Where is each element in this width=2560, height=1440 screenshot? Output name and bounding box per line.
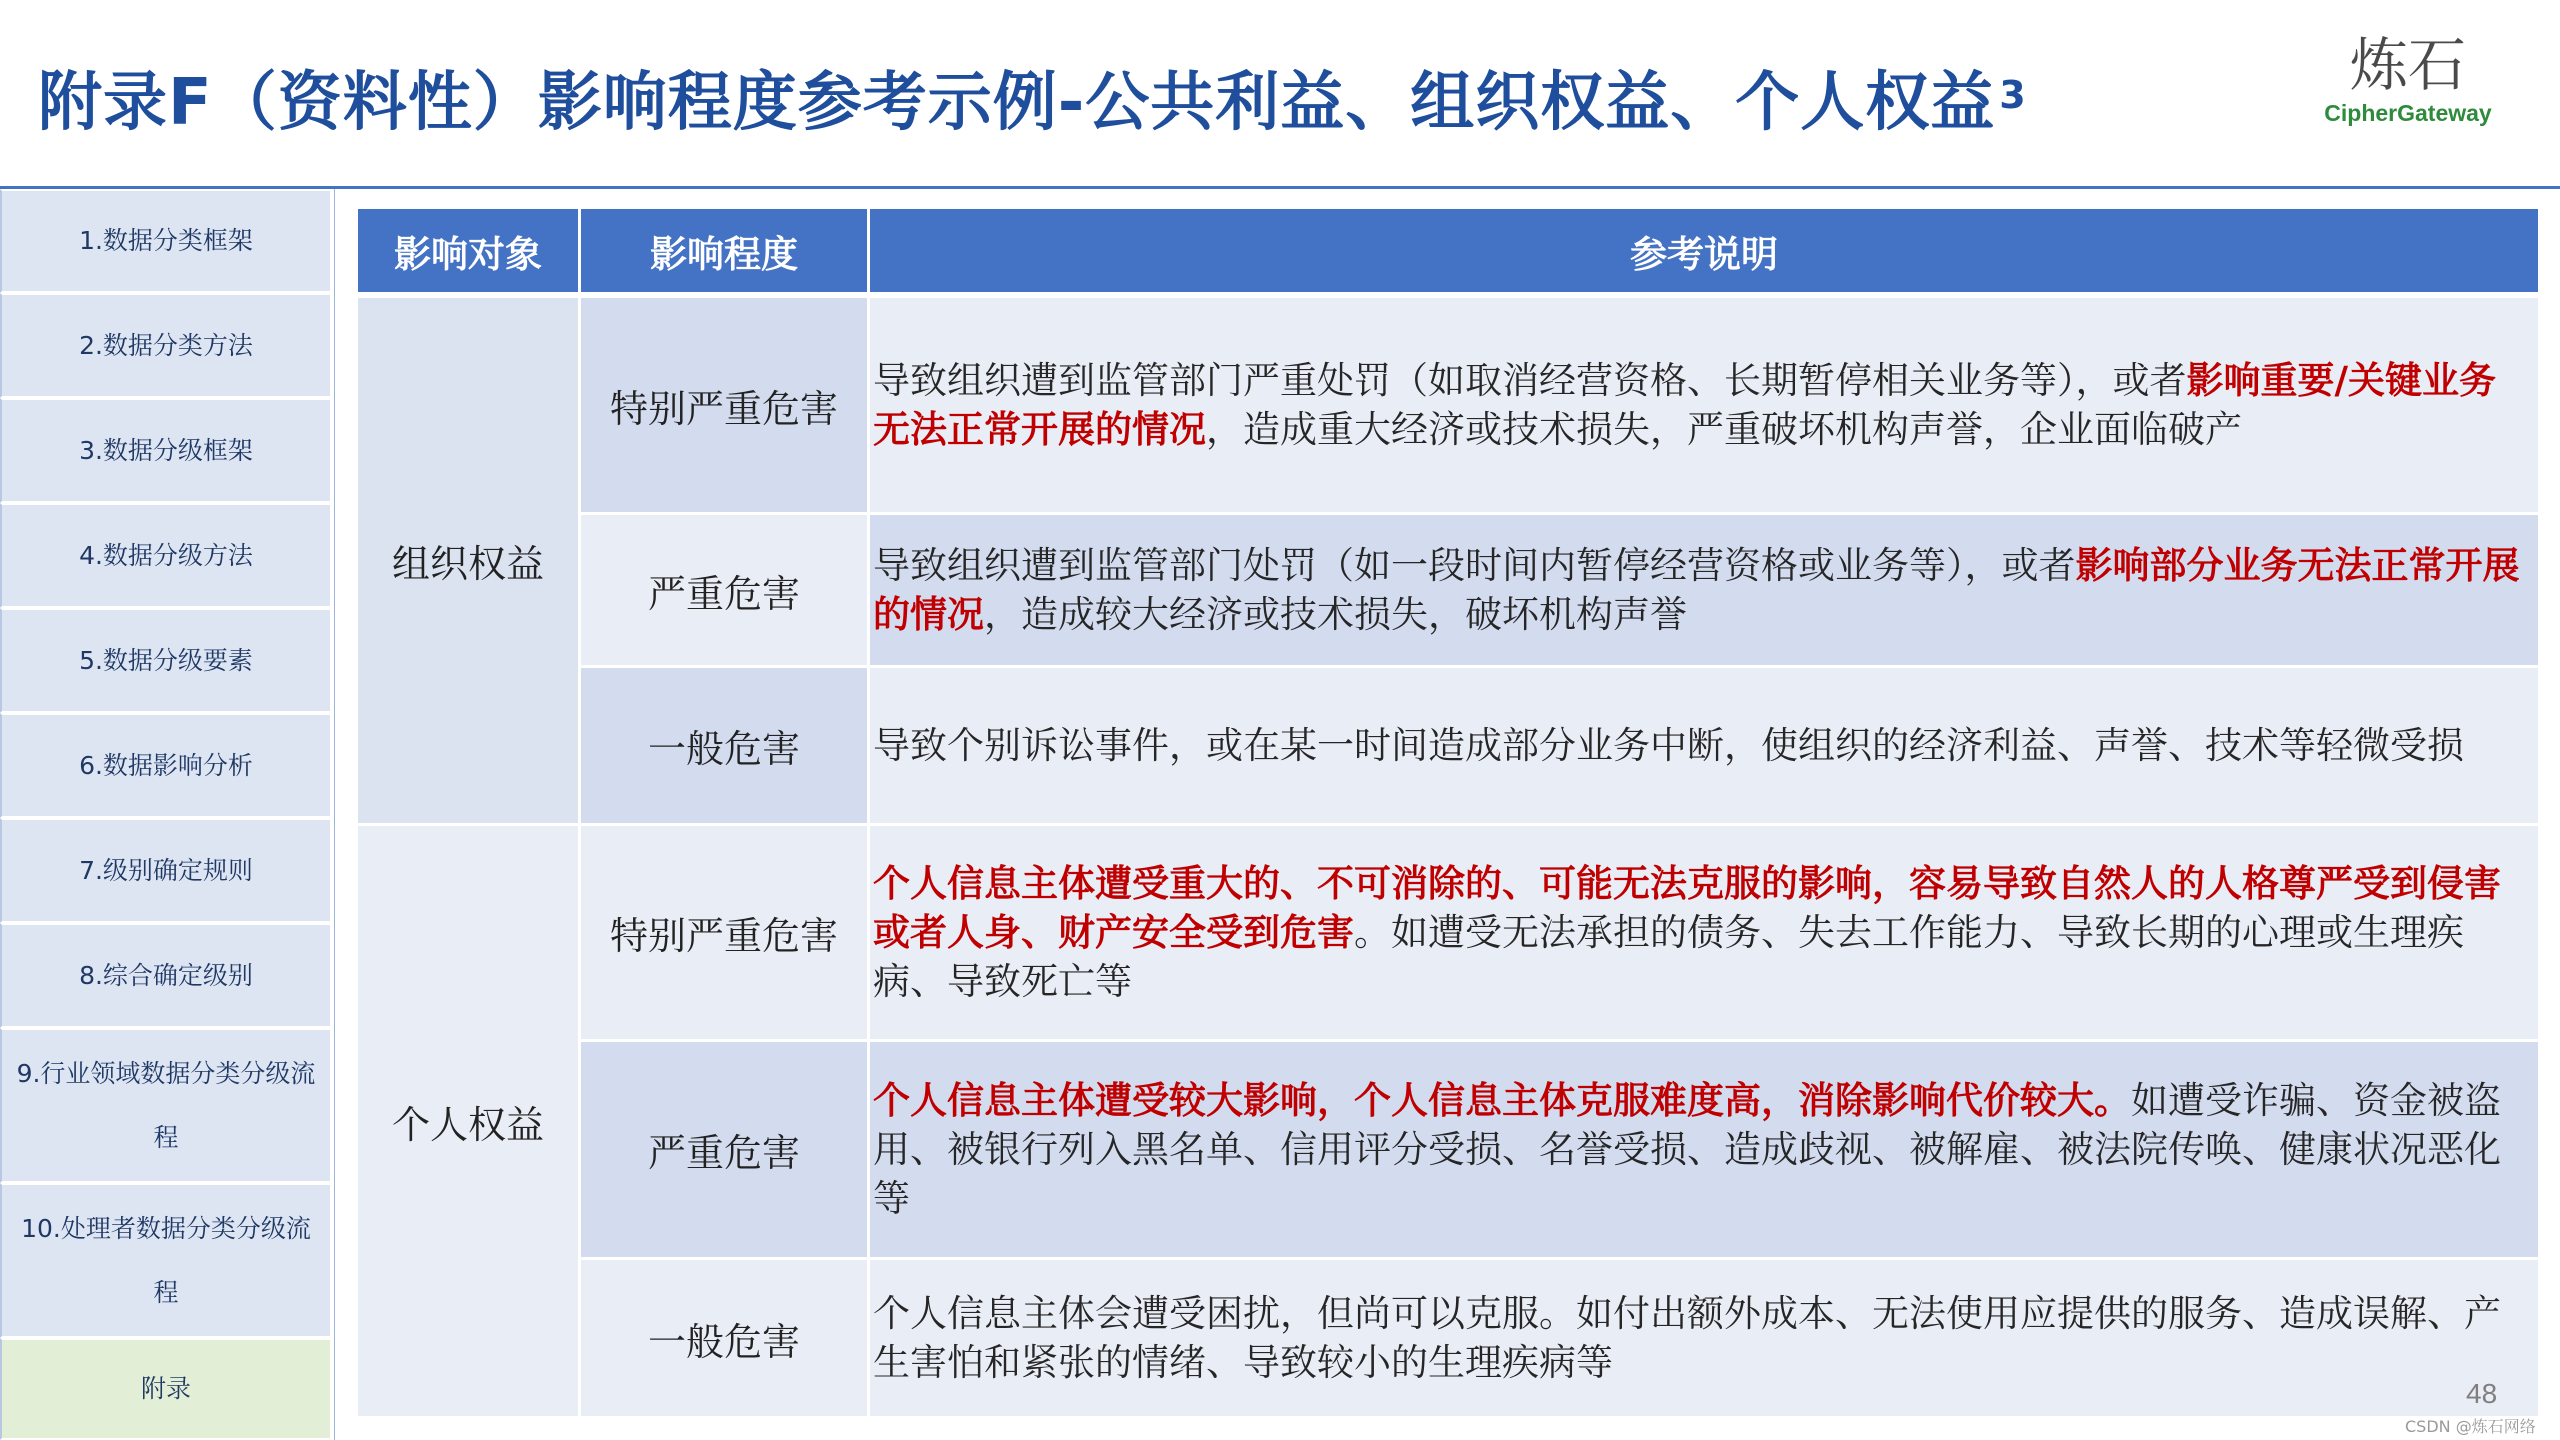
description-highlight: 个人信息主体遭受重大的、不可消除的、可能无法克服的影响，容易导致自然人的人格尊严受到侵害或者人身、财产安全受到危害 xyxy=(873,862,2501,954)
column-header-object: 影响对象 xyxy=(358,209,578,292)
sidebar-item-8[interactable] xyxy=(0,923,332,1028)
description-cell xyxy=(870,1260,2538,1416)
impact-degree-cell: 特别严重危害 xyxy=(581,298,867,512)
impact-degree-cell: 特别严重危害 xyxy=(581,826,867,1039)
description-text xyxy=(873,356,2532,454)
page-title xyxy=(38,48,2027,158)
impact-object-cell: 个人权益 xyxy=(358,826,578,1416)
sidebar-item-label: 4.数据分级方法 xyxy=(79,540,253,570)
page-number: 48 xyxy=(2466,1378,2498,1409)
description-text xyxy=(873,721,2532,770)
description-cell xyxy=(870,298,2538,512)
sidebar-item-5[interactable] xyxy=(0,608,332,713)
sidebar-item-9[interactable] xyxy=(0,1028,332,1183)
description-cell xyxy=(870,1042,2538,1257)
watermark: CSDN @炼石网络 xyxy=(2405,1417,2536,1436)
sidebar-item-2[interactable] xyxy=(0,293,332,398)
description-text xyxy=(873,1289,2532,1387)
description-cell xyxy=(870,668,2538,823)
description-plain: 个人信息主体会遭受困扰，但尚可以克服。如付出额外成本、无法使用应提供的服务、造成误解、产生害怕和紧张的情绪、导致较小的生理疾病等 xyxy=(873,1292,2501,1384)
impact-degree-cell: 一般危害 xyxy=(581,668,867,823)
sidebar-item-10[interactable] xyxy=(0,1183,332,1338)
sidebar-nav xyxy=(0,189,335,1440)
impact-object-cell: 组织权益 xyxy=(358,298,578,823)
description-highlight: 影响部分业务无法正常开展的情况 xyxy=(873,544,2520,636)
description-text xyxy=(873,541,2532,639)
description-plain: 导致组织遭到监管部门处罚（如一段时间内暂停经营资格或业务等），或者 xyxy=(873,544,2076,587)
sidebar-item-label: 2.数据分类方法 xyxy=(79,330,253,360)
header-divider xyxy=(0,186,2560,189)
description-text xyxy=(873,1076,2532,1223)
title-footnote: 3 xyxy=(1999,73,2027,117)
logo-mark: 炼石 xyxy=(2349,31,2466,99)
slide-header xyxy=(0,0,2560,188)
description-plain: 导致个别诉讼事件，或在某一时间造成部分业务中断，使组织的经济利益、声誉、技术等轻微受损 xyxy=(873,724,2464,767)
sidebar-item-label: 6.数据影响分析 xyxy=(79,750,253,780)
column-header-description: 参考说明 xyxy=(870,209,2538,292)
description-highlight: 个人信息主体遭受较大影响，个人信息主体克服难度高，消除影响代价较大。 xyxy=(873,1079,2131,1122)
description-plain: ，造成较大经济或技术损失，破坏机构声誉 xyxy=(984,593,1687,636)
sidebar-item-label: 10.处理者数据分类分级流程 xyxy=(21,1213,311,1307)
column-header-degree: 影响程度 xyxy=(581,209,867,292)
sidebar-item-7[interactable] xyxy=(0,818,332,923)
logo-text: CipherGateway xyxy=(2324,100,2492,126)
description-cell xyxy=(870,826,2538,1039)
description-plain: 如遭受诈骗、资金被盗用、被银行列入黑名单、信用评分受损、名誉受损、造成歧视、被解雇、被法院传唤、健康状况恶化等 xyxy=(873,1079,2501,1220)
sidebar-item-label: 7.级别确定规则 xyxy=(79,855,253,885)
impact-degree-cell: 严重危害 xyxy=(581,515,867,665)
sidebar-item-label: 9.行业领域数据分类分级流程 xyxy=(16,1058,316,1152)
sidebar-item-6[interactable] xyxy=(0,713,332,818)
sidebar-item-1[interactable] xyxy=(0,189,332,293)
sidebar-item-3[interactable] xyxy=(0,398,332,503)
sidebar-item-label: 8.综合确定级别 xyxy=(79,960,253,990)
company-logo xyxy=(2318,30,2498,130)
impact-degree-cell: 一般危害 xyxy=(581,1260,867,1416)
description-cell xyxy=(870,515,2538,665)
sidebar-item-4[interactable] xyxy=(0,503,332,608)
impact-degree-cell: 严重危害 xyxy=(581,1042,867,1257)
sidebar-item-label: 5.数据分级要素 xyxy=(79,645,253,675)
description-plain: 导致组织遭到监管部门严重处罚（如取消经营资格、长期暂停相关业务等），或者 xyxy=(873,359,2187,402)
sidebar-item-label: 附录 xyxy=(140,1374,191,1403)
description-plain: ，造成重大经济或技术损失，严重破坏机构声誉，企业面临破产 xyxy=(1206,408,2242,451)
description-highlight: 影响重要/关键业务无法正常开展的情况 xyxy=(873,359,2497,451)
sidebar-item-appendix[interactable] xyxy=(0,1338,332,1440)
description-plain: 。如遭受无法承担的债务、失去工作能力、导致长期的心理或生理疾病、导致死亡等 xyxy=(873,911,2464,1003)
description-text xyxy=(873,859,2532,1006)
sidebar-item-label: 3.数据分级框架 xyxy=(79,435,253,465)
sidebar-item-label: 1.数据分类框架 xyxy=(79,226,253,255)
page-title-text: 附录F（资料性）影响程度参考示例-公共利益、组织权益、个人权益 xyxy=(38,66,1996,140)
